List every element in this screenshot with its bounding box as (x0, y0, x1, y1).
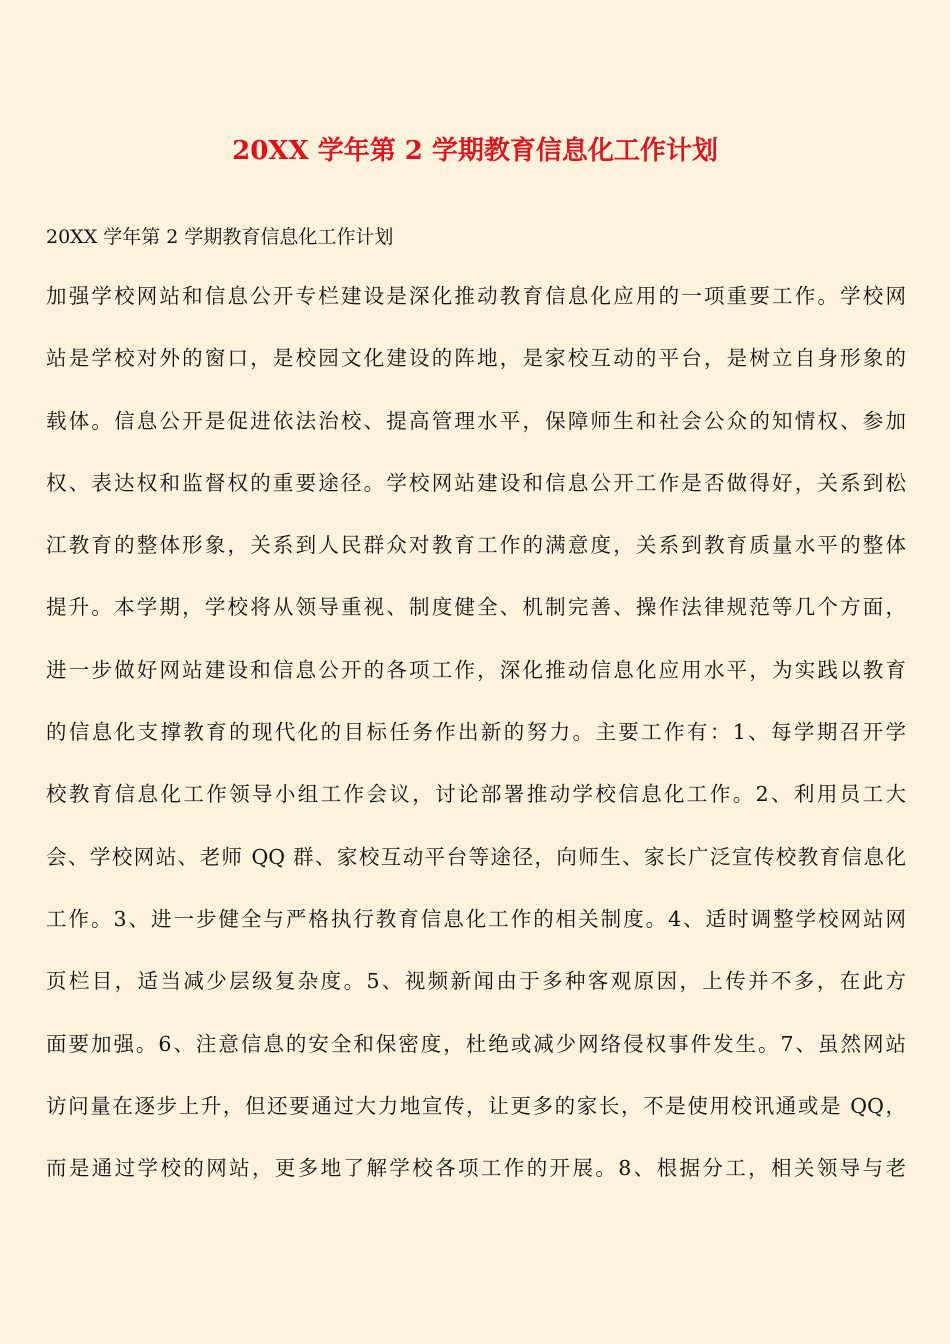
document-body (46, 278, 906, 1212)
body-line: 校教育信息化工作领导小组工作会议，讨论部署推动学校信息化工作。2、利用员工大 (46, 782, 906, 807)
body-line: 的信息化支撑教育的现代化的目标任务作出新的努力。主要工作有：1、每学期召开学 (46, 720, 906, 745)
body-line: 而是通过学校的网站，更多地了解学校各项工作的开展。8、根据分工，相关领导与老 (46, 1156, 906, 1181)
body-line: 提升。本学期，学校将从领导重视、制度健全、机制完善、操作法律规范等几个方面， (46, 595, 906, 620)
document-subtitle: 20XX 学年第 2 学期教育信息化工作计划 (46, 226, 394, 248)
body-line: 面要加强。6、注意信息的安全和保密度，杜绝或减少网络侵权事件发生。7、虽然网站 (46, 1031, 906, 1056)
body-line: 加强学校网站和信息公开专栏建设是深化推动教育信息化应用的一项重要工作。学校网 (46, 284, 906, 308)
body-line: 进一步做好网站建设和信息公开的各项工作，深化推动信息化应用水平，为实践以教育 (46, 657, 906, 682)
body-line: 工作。3、进一步健全与严格执行教育信息化工作的相关制度。4、适时调整学校网站网 (46, 906, 906, 931)
document-title: 20XX 学年第 2 学期教育信息化工作计划 (232, 136, 718, 166)
body-line: 权、表达权和监督权的重要途径。学校网站建设和信息公开工作是否做得好，关系到松 (46, 470, 906, 495)
body-line: 页栏目，适当减少层级复杂度。5、视频新闻由于多种客观原因，上传并不多，在此方 (46, 969, 906, 994)
body-line: 载体。信息公开是促进依法治校、提高管理水平，保障师生和社会公众的知情权、参加 (46, 408, 906, 433)
body-line: 会、学校网站、老师 QQ 群、家校互动平台等途径，向师生、家长广泛宣传校教育信息化 (46, 844, 906, 869)
body-line: 江教育的整体形象，关系到人民群众对教育工作的满意度，关系到教育质量水平的整体 (46, 533, 906, 558)
body-line: 访问量在逐步上升，但还要通过大力地宣传，让更多的家长，不是使用校讯通或是 QQ， (46, 1093, 906, 1118)
body-line: 站是学校对外的窗口，是校园文化建设的阵地，是家校互动的平台，是树立自身形象的 (46, 346, 906, 371)
